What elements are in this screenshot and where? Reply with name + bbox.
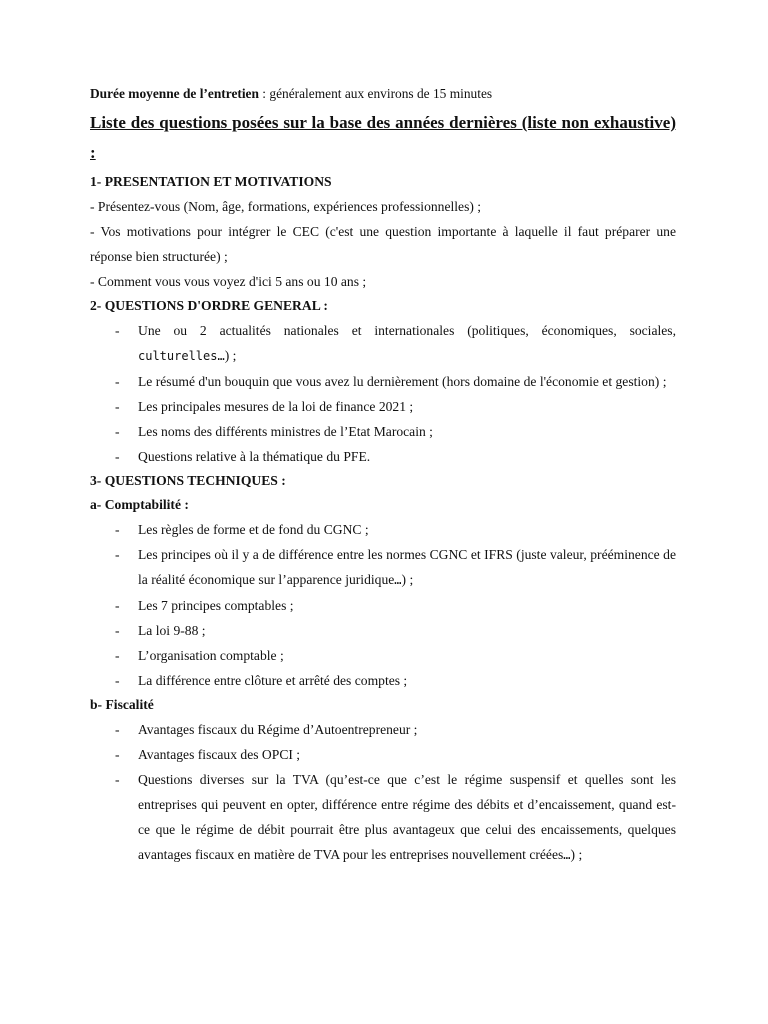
list-item: - Questions relative à la thématique du PFE. xyxy=(115,449,371,464)
section1-line: - Comment vous vous voyez d'ici 5 ans ou 10 ans ; xyxy=(90,274,367,289)
section1-line: - Présentez-vous (Nom, âge, formations, expériences professionnelles) ; xyxy=(90,199,482,214)
list-item: - Les noms des différents ministres de l’Etat Marocain ; xyxy=(115,424,433,439)
section-presentation-heading: 1- PRESENTATION ET MOTIVATIONS xyxy=(90,174,332,189)
questions-list-title: Liste des questions posées sur la base des années dernières (liste non exhaustive) : xyxy=(90,113,676,162)
accounting-questions-list xyxy=(90,517,676,693)
general-questions-list xyxy=(90,318,676,469)
subsection-tax-heading: b- Fiscalité xyxy=(90,697,154,712)
subsection-accounting-heading: a- Comptabilité : xyxy=(90,497,189,512)
list-item: - La loi 9-88 ; xyxy=(115,623,206,638)
list-item: - Les règles de forme et de fond du CGNC ; xyxy=(115,522,369,537)
list-item: - La différence entre clôture et arrêté des comptes ; xyxy=(115,673,408,688)
section1-line: - Vos motivations pour intégrer le CEC (c'est une question importante à laquelle il faut préparer une réponse bien structurée) ; xyxy=(90,224,676,264)
list-item: - Les principes où il y a de différence entre les normes CGNC et IFRS (juste valeur, prééminence de la réalité économique sur l’apparence juridique…) ; xyxy=(115,547,676,587)
list-item: - Avantages fiscaux des OPCI ; xyxy=(115,747,301,762)
duration-label: Durée moyenne de l’entretien xyxy=(90,86,259,101)
section-general-heading: 2- QUESTIONS D'ORDRE GENERAL : xyxy=(90,298,328,313)
section-technical-heading: 3- QUESTIONS TECHNIQUES : xyxy=(90,473,286,488)
document-body xyxy=(90,84,676,868)
list-item: - Questions diverses sur la TVA (qu’est-ce que c’est le régime suspensif et quelles sont les entreprises qui peuvent en opter, différence entre régime des débits et d’encaissement, quand est-ce que le régime de débit pourrait être plus avantageux que celui des encaissements, quelques avantages fiscaux en matière de TVA pour les entreprises nouvellement créées…) ; xyxy=(115,772,676,862)
list-item: - L’organisation comptable ; xyxy=(115,648,284,663)
list-item: - Les principales mesures de la loi de finance 2021 ; xyxy=(115,399,414,414)
list-item: - Avantages fiscaux du Régime d’Autoentrepreneur ; xyxy=(115,722,418,737)
list-item: - Les 7 principes comptables ; xyxy=(115,598,294,613)
list-item: - Le résumé d'un bouquin que vous avez lu dernièrement (hors domaine de l'économie et gestion) ; xyxy=(115,374,667,389)
interview-duration xyxy=(90,84,676,104)
duration-text: : généralement aux environs de 15 minutes xyxy=(258,86,493,101)
tax-questions-list xyxy=(90,717,676,868)
list-item: - Une ou 2 actualités nationales et internationales (politiques, économiques, sociales, culturelles…) ; xyxy=(115,323,676,363)
